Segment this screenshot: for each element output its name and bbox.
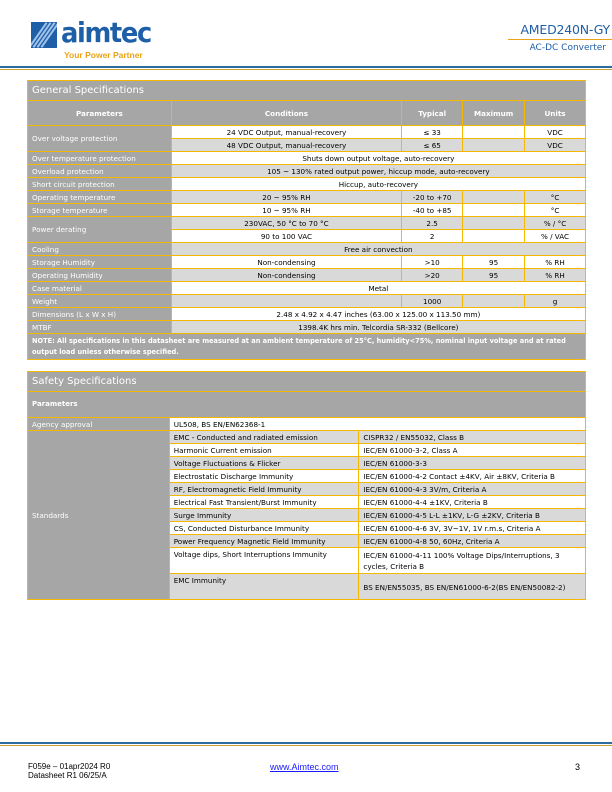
footer-document-info <box>28 762 110 780</box>
condition-cell: 24 VDC Output, manual-recovery <box>171 126 401 139</box>
maximum-cell <box>463 204 525 217</box>
standard-name: RF, Electromagnetic Field Immunity <box>169 483 359 496</box>
value-cell: Free air convection <box>171 243 585 256</box>
column-header-row <box>28 101 586 126</box>
standard-name: Voltage dips, Short Interruptions Immunity <box>169 548 359 574</box>
table-row <box>28 418 586 431</box>
section-title: General Specifications <box>28 81 586 101</box>
standard-name: Harmonic Current emission <box>169 444 359 457</box>
table-row <box>28 243 586 256</box>
table-row <box>28 152 586 165</box>
column-header: Typical <box>402 101 463 126</box>
units-cell: °C <box>525 191 586 204</box>
typical-cell: -40 to +85 <box>402 204 463 217</box>
section-title: Safety Specifications <box>28 372 586 392</box>
standard-name: EMC - Conducted and radiated emission <box>169 431 359 444</box>
table-row <box>28 204 586 217</box>
value-cell: 105 ~ 130% rated output power, hiccup mode, auto-recovery <box>171 165 585 178</box>
footer-rule <box>0 742 612 746</box>
typical-cell: >10 <box>402 256 463 269</box>
standard-value: IEC/EN 61000-4-8 50, 60Hz, Criteria A <box>359 535 586 548</box>
parameter-label: Storage temperature <box>28 204 172 217</box>
general-specifications-table <box>27 80 586 360</box>
typical-cell: 1000 <box>402 295 463 308</box>
safety-specifications-table <box>27 371 586 600</box>
standard-value: CISPR32 / EN55032, Class B <box>359 431 586 444</box>
column-header: Parameters <box>28 392 586 418</box>
standard-value: IEC/EN 61000-4-4 ±1KV, Criteria B <box>359 496 586 509</box>
maximum-cell <box>463 217 525 230</box>
condition-cell <box>171 295 401 308</box>
units-cell: g <box>525 295 586 308</box>
standard-value: IEC/EN 61000-3-2, Class A <box>359 444 586 457</box>
standard-value: IEC/EN 61000-4-5 L-L ±1KV, L-G ±2KV, Criteria B <box>359 509 586 522</box>
units-cell: VDC <box>525 126 586 139</box>
form-code: F059e – 01apr2024 R0 <box>28 762 111 771</box>
units-cell: % / VAC <box>525 230 586 243</box>
typical-cell: -20 to +70 <box>402 191 463 204</box>
logo-tagline: Your Power Partner <box>64 50 143 60</box>
logo-mark-icon <box>31 22 57 48</box>
datasheet-revision: Datasheet R1 06/25/A <box>28 771 107 780</box>
table-row <box>28 431 586 444</box>
maximum-cell <box>463 139 525 152</box>
units-cell: VDC <box>525 139 586 152</box>
parameter-label: Over voltage protection <box>28 126 172 152</box>
condition-cell: Non-condensing <box>171 256 401 269</box>
standard-value: IEC/EN 61000-3-3 <box>359 457 586 470</box>
parameter-label: Operating temperature <box>28 191 172 204</box>
parameter-label: Over temperature protection <box>28 152 172 165</box>
typical-cell: >20 <box>402 269 463 282</box>
table-row <box>28 269 586 282</box>
page-number: 3 <box>575 762 581 772</box>
column-header: Parameters <box>28 101 172 126</box>
table-row <box>28 126 586 139</box>
product-subtitle: AC-DC Converter <box>529 43 606 53</box>
table-row <box>28 178 586 191</box>
parameter-label: Dimensions (L x W x H) <box>28 308 172 321</box>
parameter-label: Standards <box>28 431 170 600</box>
maximum-cell <box>463 191 525 204</box>
column-header: Conditions <box>171 101 401 126</box>
parameter-label: Power derating <box>28 217 172 243</box>
title-divider <box>508 39 612 40</box>
typical-cell: 2 <box>402 230 463 243</box>
table-row <box>28 308 586 321</box>
value-cell: UL508, BS EN/EN62368-1 <box>169 418 585 431</box>
table-row <box>28 191 586 204</box>
maximum-cell <box>463 126 525 139</box>
value-cell: 1398.4K hrs min. Telcordia SR-332 (Bellcore) <box>171 321 585 334</box>
standard-value: IEC/EN 61000-4-6 3V, 3V~1V, 1V r.m.s, Criteria A <box>359 522 586 535</box>
column-header: Maximum <box>463 101 525 126</box>
table-row <box>28 256 586 269</box>
typical-cell: 2.5 <box>402 217 463 230</box>
column-header: Units <box>525 101 586 126</box>
table-row <box>28 295 586 308</box>
parameter-label: Operating Humidity <box>28 269 172 282</box>
parameter-label: Short circuit protection <box>28 178 172 191</box>
condition-cell: Non-condensing <box>171 269 401 282</box>
header-rule <box>0 66 612 70</box>
logo-wordmark: aimtec <box>61 16 151 49</box>
document-title-block <box>492 22 612 53</box>
value-cell: Hiccup, auto-recovery <box>171 178 585 191</box>
maximum-cell <box>463 295 525 308</box>
units-cell: % RH <box>525 256 586 269</box>
parameter-label: Weight <box>28 295 172 308</box>
standard-name: EMC Immunity <box>169 574 359 600</box>
parameter-label: Case material <box>28 282 172 295</box>
standard-value: IEC/EN 61000-4-2 Contact ±4KV, Air ±8KV, Criteria B <box>359 470 586 483</box>
specifications-note: NOTE: All specifications in this datasheet are measured at an ambient temperature of 25°C, humidity<75%, nominal input voltage and at rated output load unless otherwise specified. <box>28 334 586 360</box>
condition-cell: 230VAC, 50 °C to 70 °C <box>171 217 401 230</box>
product-name: AMED240N-GY <box>520 22 610 37</box>
condition-cell: 48 VDC Output, manual-recovery <box>171 139 401 152</box>
units-cell: °C <box>525 204 586 217</box>
parameter-label: MTBF <box>28 321 172 334</box>
maximum-cell <box>463 230 525 243</box>
standard-value: IEC/EN 61000-4-3 3V/m, Criteria A <box>359 483 586 496</box>
table-row <box>28 165 586 178</box>
value-cell: Metal <box>171 282 585 295</box>
condition-cell: 90 to 100 VAC <box>171 230 401 243</box>
table-row <box>28 282 586 295</box>
standard-name: Power Frequency Magnetic Field Immunity <box>169 535 359 548</box>
table-row <box>28 321 586 334</box>
value-cell: Shuts down output voltage, auto-recovery <box>171 152 585 165</box>
parameter-label: Cooling <box>28 243 172 256</box>
units-cell: % RH <box>525 269 586 282</box>
standard-value: BS EN/EN55035, BS EN/EN61000-6-2(BS EN/EN50082-2) <box>359 574 586 600</box>
standard-name: Electrical Fast Transient/Burst Immunity <box>169 496 359 509</box>
value-cell: 2.48 x 4.92 x 4.47 inches (63.00 x 125.00 x 113.50 mm) <box>171 308 585 321</box>
parameter-label: Agency approval <box>28 418 170 431</box>
standard-name: Surge Immunity <box>169 509 359 522</box>
standard-value: IEC/EN 61000-4-11 100% Voltage Dips/Interruptions, 3 cycles, Criteria B <box>359 548 586 574</box>
aimtec-logo <box>31 16 161 65</box>
parameter-label: Storage Humidity <box>28 256 172 269</box>
maximum-cell: 95 <box>463 269 525 282</box>
typical-cell: ≤ 65 <box>402 139 463 152</box>
parameter-label: Overload protection <box>28 165 172 178</box>
standard-name: CS, Conducted Disturbance Immunity <box>169 522 359 535</box>
maximum-cell: 95 <box>463 256 525 269</box>
units-cell: % / °C <box>525 217 586 230</box>
table-row <box>28 217 586 230</box>
standard-name: Voltage Fluctuations & Flicker <box>169 457 359 470</box>
condition-cell: 10 ~ 95% RH <box>171 204 401 217</box>
typical-cell: ≤ 33 <box>402 126 463 139</box>
condition-cell: 20 ~ 95% RH <box>171 191 401 204</box>
standard-name: Electrostatic Discharge Immunity <box>169 470 359 483</box>
website-link[interactable]: www.Aimtec.com <box>270 762 339 772</box>
